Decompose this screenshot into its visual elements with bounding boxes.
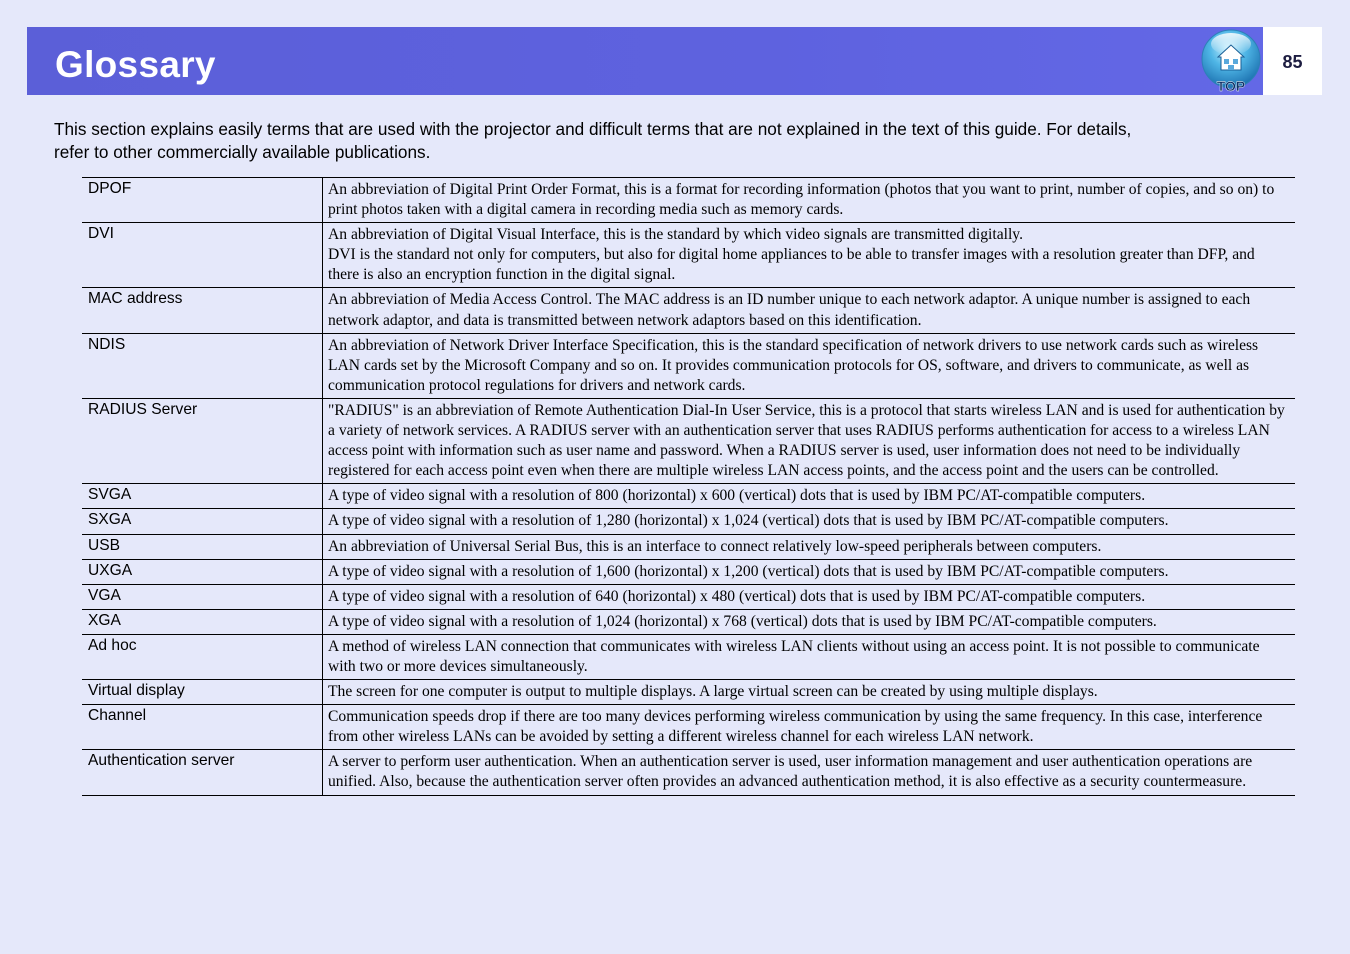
glossary-definition-paragraph: A type of video signal with a resolution of 1,280 (horizontal) x 1,024 (vertical) dots that is used by IBM PC/AT-compatible computers. <box>328 512 1169 530</box>
glossary-row <box>82 559 1295 584</box>
glossary-term: DPOF <box>82 178 323 223</box>
glossary-term: SVGA <box>82 484 323 509</box>
glossary-definition <box>323 680 1296 705</box>
glossary-term: USB <box>82 534 323 559</box>
glossary-definition <box>323 705 1296 750</box>
glossary-row <box>82 634 1295 679</box>
intro-line-1: This section explains easily terms that are used with the projector and difficult terms that are not explained in the text of this guide. For details, <box>54 119 1132 139</box>
glossary-definition-paragraph: An abbreviation of Network Driver Interface Specification, this is the standard specification of network drivers to use network cards such as wireless LAN cards set by the Microsoft Company and so on. It provides communication protocols for OS, software, and drivers to communicate, as well as communication protocol regulations for drivers and network cards. <box>328 336 1259 394</box>
header-band <box>27 27 1263 95</box>
glossary-row <box>82 333 1295 398</box>
glossary-row <box>82 705 1295 750</box>
glossary-definition <box>323 223 1296 288</box>
glossary-row <box>82 584 1295 609</box>
glossary-term: SXGA <box>82 509 323 534</box>
glossary-definition <box>323 634 1296 679</box>
glossary-row <box>82 509 1295 534</box>
glossary-definition-paragraph: The screen for one computer is output to multiple displays. A large virtual screen can be created by using multiple displays. <box>328 683 1098 701</box>
glossary-term: NDIS <box>82 333 323 398</box>
glossary-definition-paragraph: A type of video signal with a resolution of 1,024 (horizontal) x 768 (vertical) dots that is used by IBM PC/AT-compatible computers. <box>328 612 1157 630</box>
glossary-definition-paragraph: "RADIUS" is an abbreviation of Remote Authentication Dial-In User Service, this is a protocol that starts wireless LAN and is used for authentication by a variety of network services. A RADIUS server with an authentication server that uses RADIUS performs authentication for access to a wireless LAN access point with information such as user name and password. When a RADIUS server is used, user information does not need to be individually registered for each access point even when there are multiple wireless LAN access points, and the access point and the users can be controlled. <box>328 401 1285 480</box>
glossary-definition-paragraph: DVI is the standard not only for computers, but also for digital home appliances to be able to transfer images with a resolution greater than DFP, and there is also an encryption function in the digital signal. <box>328 246 1255 284</box>
glossary-body <box>82 178 1295 796</box>
glossary-definition <box>323 398 1296 483</box>
home-icon <box>1199 28 1263 94</box>
glossary-row <box>82 398 1295 483</box>
glossary-row <box>82 609 1295 634</box>
glossary-definition <box>323 750 1296 795</box>
glossary-definition-paragraph: A method of wireless LAN connection that communicates with wireless LAN clients without using an access point. It is not possible to communicate with two or more devices simultaneously. <box>328 637 1260 675</box>
page-title: Glossary <box>55 44 216 85</box>
glossary-definition <box>323 333 1296 398</box>
glossary-definition-paragraph: An abbreviation of Media Access Control. The MAC address is an ID number unique to each network adaptor. A unique number is assigned to each network adaptor, and data is transmitted between network adaptors based on this identification. <box>328 291 1251 329</box>
glossary-definition <box>323 509 1296 534</box>
glossary-term: DVI <box>82 223 323 288</box>
glossary-definition <box>323 609 1296 634</box>
glossary-term: Channel <box>82 705 323 750</box>
glossary-row <box>82 534 1295 559</box>
glossary-definition-paragraph: Communication speeds drop if there are too many devices performing wireless communication by using the same frequency. In this case, interference from other wireless LANs can be avoided by setting a different wireless channel for each wireless LAN network. <box>328 708 1263 746</box>
glossary-row <box>82 484 1295 509</box>
glossary-row <box>82 178 1295 223</box>
glossary-definition <box>323 559 1296 584</box>
glossary-definition-paragraph: A server to perform user authentication. When an authentication server is used, user information management and user authentication operations are unified. Also, because the authentication server often provides an advanced authentication method, it is also effective as a security countermeasure. <box>328 753 1253 791</box>
glossary-term: VGA <box>82 584 323 609</box>
glossary-definition <box>323 288 1296 333</box>
glossary-definition-paragraph: A type of video signal with a resolution of 640 (horizontal) x 480 (vertical) dots that is used by IBM PC/AT-compatible computers. <box>328 587 1146 605</box>
glossary-term: RADIUS Server <box>82 398 323 483</box>
glossary-term: MAC address <box>82 288 323 333</box>
glossary-definition-paragraph: An abbreviation of Digital Visual Interface, this is the standard by which video signals are transmitted digitally. <box>328 226 1023 244</box>
glossary-definition-paragraph: A type of video signal with a resolution of 800 (horizontal) x 600 (vertical) dots that is used by IBM PC/AT-compatible computers. <box>328 487 1146 505</box>
glossary-row <box>82 680 1295 705</box>
intro-text <box>54 118 1294 164</box>
glossary-definition <box>323 534 1296 559</box>
glossary-row <box>82 288 1295 333</box>
glossary-definition <box>323 178 1296 223</box>
glossary-definition <box>323 584 1296 609</box>
glossary-term: XGA <box>82 609 323 634</box>
glossary-definition-paragraph: An abbreviation of Universal Serial Bus, this is an interface to connect relatively low-speed peripherals between computers. <box>328 537 1102 555</box>
glossary-definition <box>323 484 1296 509</box>
top-button[interactable] <box>1199 28 1263 94</box>
glossary-term: Virtual display <box>82 680 323 705</box>
page-number: 85 <box>1282 52 1303 72</box>
glossary-term: Ad hoc <box>82 634 323 679</box>
glossary-definition-paragraph: An abbreviation of Digital Print Order Format, this is a format for recording information (photos that you want to print, number of copies, and so on) to print photos taken with a digital camera in recording media such as memory cards. <box>328 181 1275 219</box>
glossary-term: Authentication server <box>82 750 323 795</box>
intro-line-2: refer to other commercially available publications. <box>54 142 431 162</box>
page-number-box <box>1263 27 1322 95</box>
top-button-label: TOP <box>1216 78 1246 94</box>
glossary-row <box>82 223 1295 288</box>
glossary-term: UXGA <box>82 559 323 584</box>
glossary-table <box>82 177 1295 796</box>
glossary-row <box>82 750 1295 795</box>
glossary-definition-paragraph: A type of video signal with a resolution of 1,600 (horizontal) x 1,200 (vertical) dots that is used by IBM PC/AT-compatible computers. <box>328 562 1169 580</box>
